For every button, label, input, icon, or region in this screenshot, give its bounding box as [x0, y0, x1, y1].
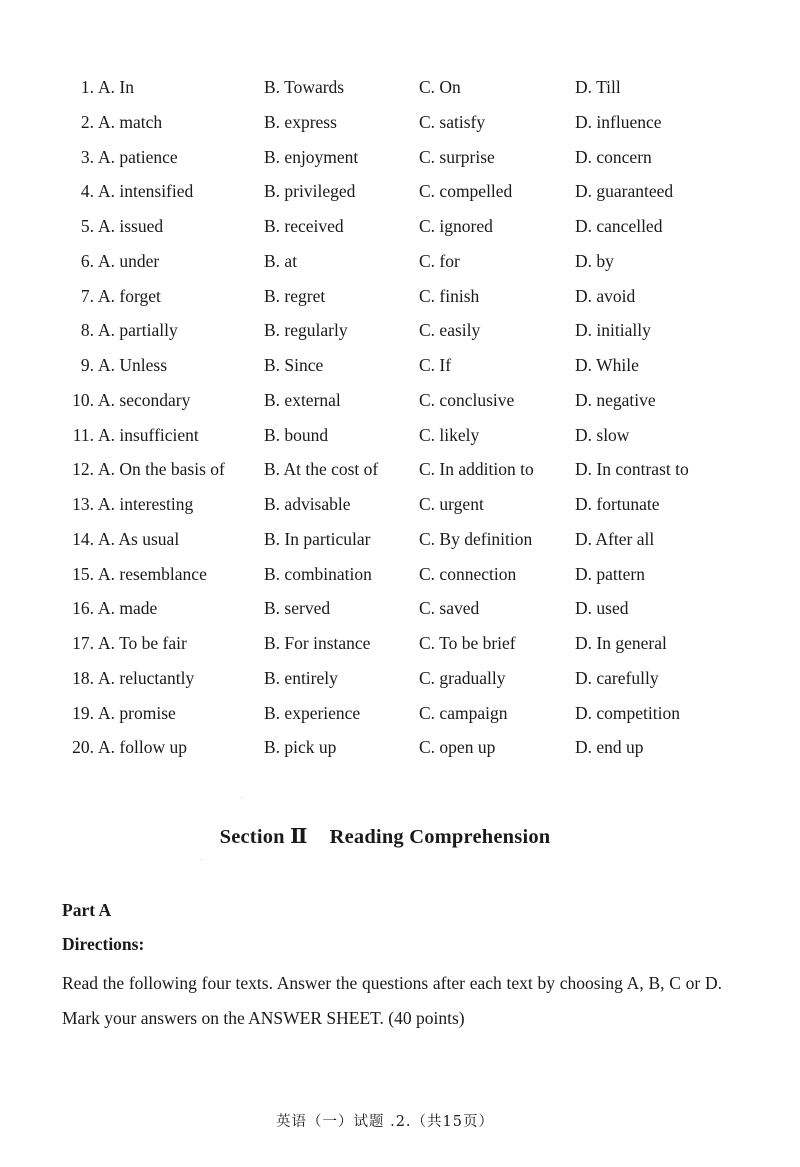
question-row: [60, 279, 750, 314]
question-number: 20.: [72, 737, 94, 758]
section-title: Reading Comprehension: [329, 826, 551, 848]
option-b: B. advisable: [264, 494, 351, 514]
question-row: [60, 209, 750, 244]
directions-text: Read the following four texts. Answer the questions after each text by choosing A, B, C or D. Mark your answers on the ANSWER SHEET. (40 points): [62, 973, 722, 1028]
option-c: C. finish: [419, 285, 480, 306]
option-c: C. surprise: [419, 146, 495, 167]
question-number: 1.: [80, 77, 94, 97]
option-d: D. cancelled: [575, 216, 663, 236]
question-number: 19.: [72, 702, 94, 723]
option-b: B. entirely: [264, 667, 338, 688]
option-a: A. follow up: [98, 737, 187, 758]
question-row: [60, 557, 750, 592]
question-row: [60, 140, 750, 175]
option-c: C. satisfy: [419, 111, 486, 132]
option-a: A. Unless: [98, 355, 168, 375]
option-c: C. By definition: [419, 528, 533, 549]
option-c: C. To be brief: [419, 633, 516, 653]
question-number: 5.: [80, 216, 94, 236]
option-a: A. under: [98, 250, 160, 271]
option-d: D. In contrast to: [575, 459, 689, 480]
question-number: 16.: [72, 598, 94, 619]
option-a: A. insufficient: [98, 424, 199, 445]
option-b: B. at: [264, 250, 298, 271]
option-b: B. At the cost of: [264, 459, 379, 480]
option-d: D. pattern: [575, 563, 645, 584]
option-a: A. reluctantly: [98, 667, 195, 688]
question-row: [60, 244, 750, 279]
option-c: C. easily: [419, 320, 481, 341]
question-number: 9.: [80, 355, 94, 375]
option-b: B. Towards: [264, 77, 345, 97]
option-d: D. After all: [575, 528, 655, 549]
option-b: B. enjoyment: [264, 146, 359, 167]
question-number: 7.: [80, 285, 94, 306]
option-a: A. patience: [98, 146, 178, 167]
option-c: C. connection: [419, 563, 517, 584]
question-number: 13.: [72, 494, 94, 514]
section-heading: [0, 824, 770, 849]
question-number: 14.: [72, 528, 94, 549]
option-b: B. received: [264, 216, 344, 236]
option-d: D. carefully: [575, 667, 659, 688]
option-d: D. competition: [575, 702, 680, 723]
option-d: D. slow: [575, 424, 630, 445]
question-row: [60, 487, 750, 522]
option-a: A. forget: [98, 285, 161, 306]
option-d: D. influence: [575, 111, 662, 132]
question-row: [60, 626, 750, 661]
option-c: C. for: [419, 250, 460, 271]
question-row: [60, 70, 750, 105]
question-number: 6.: [80, 250, 94, 271]
option-b: B. bound: [264, 424, 329, 445]
part-title: Part A: [62, 900, 112, 920]
option-b: B. regularly: [264, 320, 348, 341]
option-d: D. initially: [575, 320, 651, 341]
option-b: B. served: [264, 598, 331, 619]
option-b: B. express: [264, 111, 337, 132]
question-number: 18.: [72, 667, 94, 688]
option-d: D. used: [575, 598, 629, 619]
option-a: A. match: [98, 111, 163, 132]
question-row: [60, 452, 750, 487]
option-d: D. end up: [575, 737, 644, 758]
option-b: B. experience: [264, 702, 361, 723]
option-b: B. In particular: [264, 528, 371, 549]
question-number: 3.: [80, 146, 94, 167]
question-number: 4.: [80, 181, 94, 202]
question-options-list: [60, 70, 750, 765]
option-a: A. On the basis of: [98, 459, 225, 480]
option-a: A. As usual: [98, 528, 180, 549]
question-row: [60, 418, 750, 453]
question-row: [60, 696, 750, 731]
option-a: A. secondary: [98, 389, 191, 410]
question-row: [60, 383, 750, 418]
option-d: D. guaranteed: [575, 181, 674, 202]
question-row: [60, 105, 750, 140]
option-c: C. saved: [419, 598, 480, 619]
option-b: B. regret: [264, 285, 326, 306]
option-d: D. In general: [575, 633, 667, 653]
option-a: A. issued: [98, 216, 164, 236]
option-c: C. urgent: [419, 494, 484, 514]
question-row: [60, 348, 750, 383]
option-b: B. privileged: [264, 181, 356, 202]
question-row: [60, 591, 750, 626]
option-d: D. negative: [575, 389, 656, 410]
option-d: D. While: [575, 355, 639, 375]
option-c: C. open up: [419, 737, 496, 758]
option-c: C. ignored: [419, 216, 493, 236]
question-number: 17.: [72, 633, 94, 653]
option-a: A. made: [98, 598, 158, 619]
question-number: 2.: [80, 111, 94, 132]
page-footer: 英语（一）试题 .2.（共15页）: [275, 1114, 494, 1130]
option-b: B. pick up: [264, 737, 337, 758]
option-d: D. concern: [575, 146, 652, 167]
question-row: [60, 313, 750, 348]
option-b: B. combination: [264, 563, 372, 584]
option-a: A. intensified: [98, 181, 194, 202]
option-c: C. On: [419, 77, 461, 97]
section-label: Section Ⅱ: [219, 826, 308, 848]
option-b: B. Since: [264, 355, 324, 375]
option-a: A. resemblance: [98, 563, 207, 584]
option-c: C. If: [419, 355, 452, 375]
option-d: D. by: [575, 250, 614, 271]
option-a: A. partially: [98, 320, 178, 341]
scan-speck: ˙: [200, 858, 204, 869]
option-d: D. avoid: [575, 285, 636, 306]
option-d: D. fortunate: [575, 494, 660, 514]
option-a: A. In: [98, 77, 134, 97]
option-c: C. gradually: [419, 667, 506, 688]
question-row: [60, 730, 750, 765]
option-c: C. conclusive: [419, 389, 515, 410]
option-b: B. external: [264, 389, 341, 410]
scan-speck: ˙: [240, 796, 244, 807]
question-number: 11.: [72, 424, 94, 445]
option-a: A. interesting: [98, 494, 194, 514]
question-number: 12.: [72, 459, 94, 480]
question-row: [60, 661, 750, 696]
question-row: [60, 522, 750, 557]
option-c: C. likely: [419, 424, 480, 445]
question-number: 10.: [72, 389, 94, 410]
question-number: 15.: [72, 563, 94, 584]
question-number: 8.: [80, 320, 94, 341]
option-b: B. For instance: [264, 633, 371, 653]
question-row: [60, 174, 750, 209]
option-c: C. compelled: [419, 181, 513, 202]
option-c: C. In addition to: [419, 459, 534, 480]
option-a: A. To be fair: [98, 633, 187, 653]
option-d: D. Till: [575, 77, 621, 97]
option-c: C. campaign: [419, 702, 508, 723]
option-a: A. promise: [98, 702, 176, 723]
directions-label: Directions:: [62, 934, 145, 954]
